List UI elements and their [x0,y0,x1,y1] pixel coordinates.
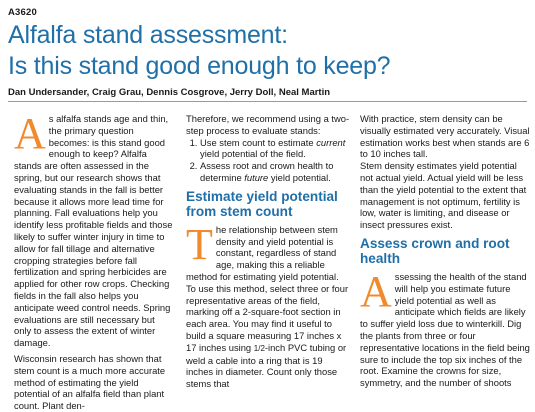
dropcap: T [186,219,213,269]
column-1 [14,109,174,412]
col1-paragraph-1 [14,109,174,349]
col3-paragraph-1: With practice, stem density can be visually estimated very accurately. Visual estimation works best when stands are 6 to 10 inches tall. [360,113,530,160]
list-item: 2. Assess root and crown health to determine future yield potential. [200,160,350,184]
column-3 [360,113,530,389]
authors: Dan Undersander, Craig Grau, Dennis Cosgrove, Jerry Doll, Neal Martin [8,87,331,98]
col1-paragraph-2: Wisconsin research has shown that stem count is a much more accurate method of estimating the yield potential of an alfalfa field than plant count. Plant den- [14,352,166,412]
col3-paragraph-2: Stem density estimates yield potential not actual yield. Actual yield will be less than the yield potential to the extent that management is not optimum, fertility is low, water is limiting, and disease or insect pressures exist. [360,160,527,231]
title-block [8,20,528,82]
col2-intro: Therefore, we recommend using a two-step process to evaluate stands: [186,113,350,136]
evaluation-steps-list [186,137,350,184]
title-line-1: Alfalfa stand assessment: [8,21,288,49]
dropcap: A [14,109,46,158]
dropcap: A [360,266,392,316]
title-rule [8,101,527,102]
fraction: 1/2 [253,343,265,353]
section-heading-stem-count: Estimate yield potential from stem count [186,188,338,220]
title-line-2: Is this stand good enough to keep? [8,52,391,80]
col1-paragraph-1-text: s alfalfa stands age and thin, the primary question becomes: is this stand good enough to keep? Alfalfa stands are often assessed in the spring, but our research shows that evaluating stands in the fall is better because it allows more lead time for planning. Fall evaluations help you identify less profitable fields and those likely to suffer winter injury in time to allow for fall tillage and alternative cropping strategies before fall fertilization and spring herbicides are applied for other row crops. Checking fields in the fall also helps you anticipate weed control needs. Spring evaluations are still necessary but only to assess the extent of winter damage. [14,113,173,349]
section-heading-crown-root: Assess crown and root health [360,235,510,267]
col2-paragraph-1: The relationship between stem density and yield potential is constant, regardless of stand age, making this a reliable method for estimating yield potential. To use this method, select three or four representative areas of the field, marking off a 2-square-foot section in each area. You may find it useful to build a square measuring 17 inches x 17 inches using 1/2-inch PVC tubing or weld a cable into a ring that is 19 inches in diameter. Count only those stems that [186,219,349,390]
column-2 [186,113,350,390]
col3-paragraph-3: Assessing the health of the stand will help you estimate future yield potential as well as anticipate which fields are likely to suffer yield loss due to winterkill. Dig the plants from three or four representative locations in the field being sure to include the top six inches of the root. Examine the crowns for size, symmetry, and the number of shoots [360,266,530,389]
list-item: 1. Use stem count to estimate current yield potential of the field. [200,137,350,161]
publication-code: A3620 [8,7,37,18]
